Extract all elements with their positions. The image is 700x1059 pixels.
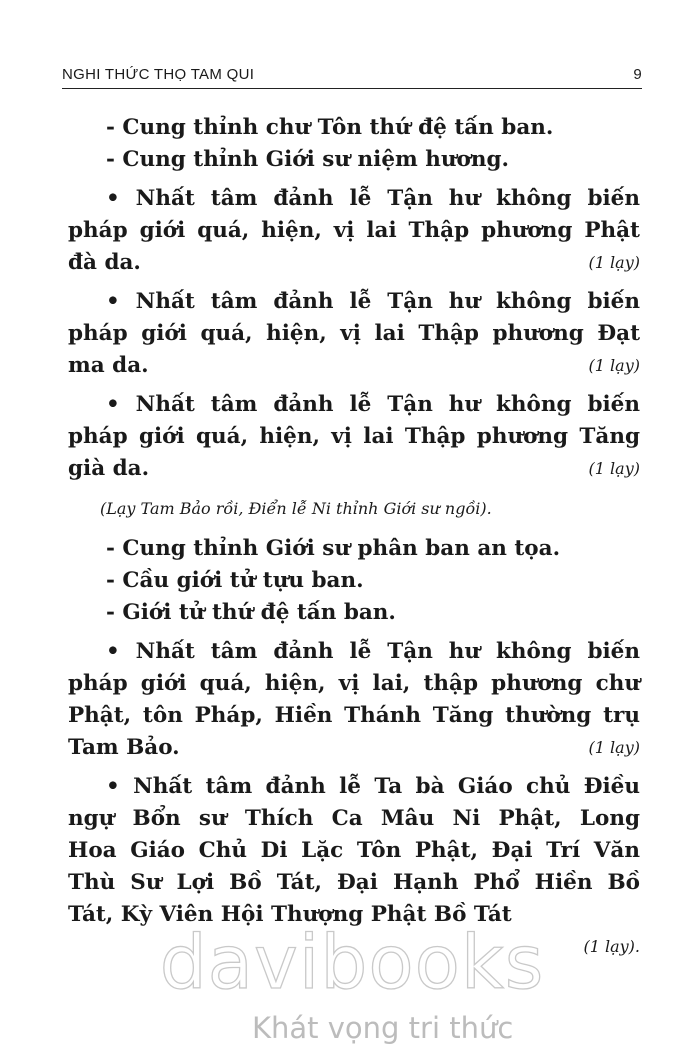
text-line: • Nhất tâm đảnh lễ Tận hư không biến xyxy=(106,186,640,211)
prostration-note: (1 lạy) xyxy=(588,253,640,272)
running-header xyxy=(62,64,642,89)
prostration-note: (1 lạy) xyxy=(588,738,640,757)
text-line: Hoa Giáo Chủ Di Lặc Tôn Phật, Đại Trí Văn xyxy=(68,838,640,863)
text-line: • Nhất tâm đảnh lễ Tận hư không biến xyxy=(106,289,640,314)
text-fragment: ma da. xyxy=(68,353,149,378)
text-fragment: đà da. xyxy=(68,250,141,275)
text-line: - Giới tử thứ đệ tấn ban. xyxy=(106,600,396,625)
text-line: Tát, Kỳ Viên Hội Thượng Phật Bồ Tát xyxy=(68,902,512,927)
page-body xyxy=(68,112,640,963)
watermark-logo: davibooks xyxy=(159,920,545,1006)
text-line: Thù Sư Lợi Bồ Tát, Đại Hạnh Phổ Hiền Bồ xyxy=(68,870,640,895)
text-line-with-note xyxy=(68,732,640,764)
text-line: - Cung thỉnh Giới sư phân ban an tọa. xyxy=(106,536,561,561)
text-line: - Cầu giới tử tựu ban. xyxy=(106,568,364,593)
text-line-with-note xyxy=(68,247,640,279)
text-line: - Cung thỉnh Giới sư niệm hương. xyxy=(106,147,509,172)
text-line-with-note xyxy=(68,453,640,485)
text-line-with-note xyxy=(68,350,640,382)
text-line: • Nhất tâm đảnh lễ Tận hư không biến xyxy=(106,392,640,417)
prostration-note: (1 lạy). xyxy=(583,937,640,956)
text-line: pháp giới quá, hiện, vị lai Thập phương Đạt xyxy=(68,321,640,346)
prostration-note: (1 lạy) xyxy=(588,356,640,375)
text-fragment: già da. xyxy=(68,456,150,481)
text-line: ngự Bổn sư Thích Ca Mâu Ni Phật, Long xyxy=(68,806,640,831)
text-line: • Nhất tâm đảnh lễ Ta bà Giáo chủ Điều xyxy=(106,774,640,799)
text-line: • Nhất tâm đảnh lễ Tận hư không biến xyxy=(106,639,640,664)
text-line: - Cung thỉnh chư Tôn thứ đệ tấn ban. xyxy=(106,115,554,140)
watermark-tagline: Khát vọng tri thức xyxy=(252,1011,514,1045)
italic-remark: (Lạy Tam Bảo rồi, Điển lễ Ni thỉnh Giới sư ngồi). xyxy=(100,499,492,518)
text-line: Phật, tôn Pháp, Hiền Thánh Tăng thường trụ xyxy=(68,703,640,728)
text-fragment: Tam Bảo. xyxy=(68,735,180,760)
page-number: 9 xyxy=(633,66,642,83)
prostration-note: (1 lạy) xyxy=(588,459,640,478)
text-line: pháp giới quá, hiện, vị lai, thập phương chư xyxy=(68,671,640,696)
text-line: pháp giới quá, hiện, vị lai Thập phương Tăng xyxy=(68,424,640,449)
header-title: NGHI THỨC THỌ TAM QUI xyxy=(62,66,255,83)
text-line: pháp giới quá, hiện, vị lai Thập phương Phật xyxy=(68,218,640,243)
